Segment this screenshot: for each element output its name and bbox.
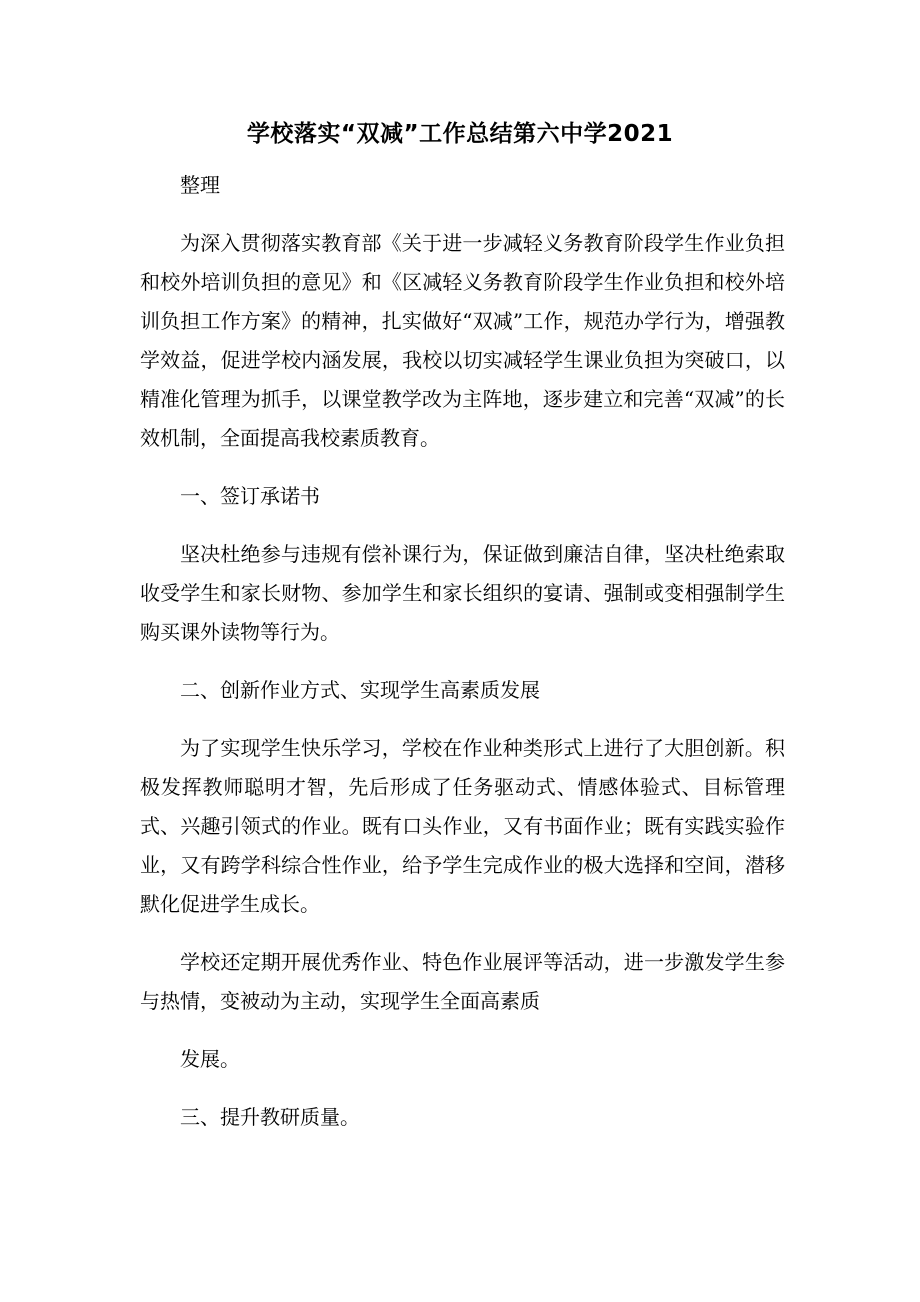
- paragraph-section-2c: 发展。: [180, 1047, 240, 1071]
- paragraph-compiler-note: 整理: [180, 173, 220, 197]
- document-body: [140, 166, 785, 1137]
- document-title: 学校落实“双减”工作总结第六中学2021: [246, 121, 674, 147]
- section-heading-1: 一、签订承诺书: [180, 484, 320, 508]
- section-heading-2: 二、创新作业方式、实现学生高素质发展: [180, 678, 540, 702]
- paragraph-introduction: 为深入贯彻落实教育部《关于进一步减轻义务教育阶段学生作业负担和校外培训负担的意见》和《区减轻义务教育阶段学生作业负担和校外培训负担工作方案》的精神，扎实做好“双减”工作，规范办学行为，增强教学效益，促进学校内涵发展，我校以切实减轻学生课业负担为突破口，以精准化管理为抓手，以课堂教学改为主阵地，逐步建立和完善“双减”的长效机制，全面提高我校素质教育。: [140, 231, 785, 450]
- paragraph-section-2b: 学校还定期开展优秀作业、特色作业展评等活动，进一步激发学生参与热情，变被动为主动，实现学生全面高素质: [140, 950, 785, 1013]
- paragraph-section-1: 坚决杜绝参与违规有偿补课行为，保证做到廉洁自律，坚决杜绝索取收受学生和家长财物、参加学生和家长组织的宴请、强制或变相强制学生购买课外读物等行为。: [140, 542, 785, 644]
- section-heading-3: 三、提升教研质量。: [180, 1105, 360, 1129]
- paragraph-section-2a: 为了实现学生快乐学习，学校在作业种类形式上进行了大胆创新。积极发挥教师聪明才智，先后形成了任务驱动式、情感体验式、目标管理式、兴趣引领式的作业。既有口头作业，又有书面作业；既有实践实验作业，又有跨学科综合性作业，给予学生完成作业的极大选择和空间，潜移默化促进学生成长。: [140, 736, 785, 916]
